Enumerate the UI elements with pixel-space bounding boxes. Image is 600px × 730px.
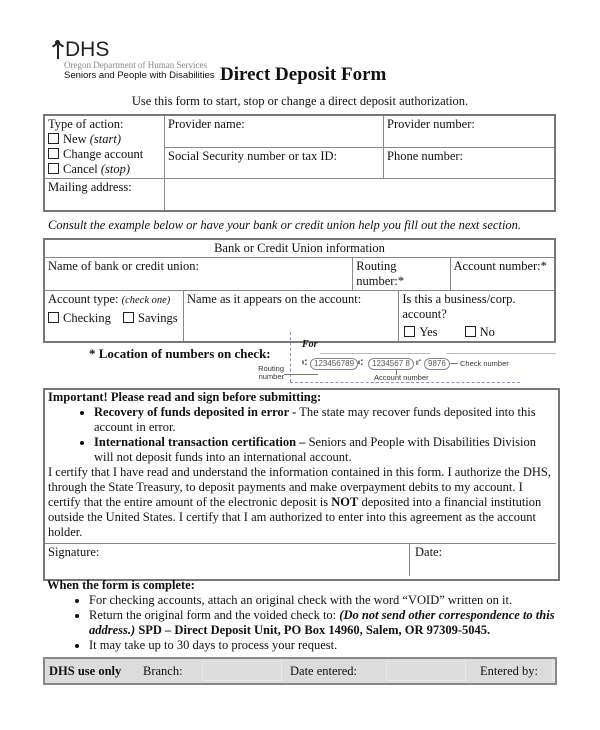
change-label: Change account xyxy=(63,147,144,161)
signature-label: Signature: xyxy=(48,545,100,559)
entered-by-label: Entered by: xyxy=(480,664,538,678)
provider-name-label: Provider name: xyxy=(168,117,245,131)
mailing-address-field[interactable] xyxy=(165,179,556,211)
account-type-note: (check one) xyxy=(121,295,171,306)
no-label: No xyxy=(479,325,495,339)
return-text: Return the original form and the voided check to: xyxy=(89,608,340,622)
date-entered-label: Date entered: xyxy=(290,664,357,678)
cancel-note: (stop) xyxy=(100,162,131,176)
routing-number-sample: 123456789 xyxy=(310,358,358,370)
check-signature-line xyxy=(446,353,556,354)
consult-note: Consult the example below or have your bank or credit union help you fill out the next section. xyxy=(48,218,522,232)
return-address: SPD – Direct Deposit Unit, PO Box 14960, Salem, OR 97309-5045. xyxy=(135,623,491,637)
micr-transit-symbol-2: ⑆ xyxy=(358,358,363,367)
signature-row xyxy=(45,543,556,576)
cancel-checkbox[interactable] xyxy=(48,163,59,174)
new-note: (start) xyxy=(89,132,121,146)
important-list xyxy=(48,405,553,465)
date-label: Date: xyxy=(415,545,443,559)
return-note: (Do not send other correspondence to this address.) xyxy=(89,608,555,637)
name-on-account-label: Name as it appears on the account: xyxy=(187,292,362,306)
completion-bullet-void: • For checking accounts, attach an original check with the word “VOID” written on it. xyxy=(89,593,562,608)
bank-name-field[interactable] xyxy=(44,258,353,291)
provider-name-field[interactable] xyxy=(165,115,384,147)
international-text: Seniors and People with Disabilities Division will not deposit funds into an international account. xyxy=(94,435,536,464)
new-label: New xyxy=(63,132,87,146)
ssn-label: Social Security number or tax ID: xyxy=(168,148,338,163)
micr-on-us-symbol: ⑈ xyxy=(416,358,421,367)
completion-bullet-return xyxy=(89,608,562,638)
type-of-action-label: Type of action: xyxy=(48,117,124,131)
check-number-caption: Check number xyxy=(460,359,509,368)
routing-number-label: Routing number:* xyxy=(356,259,405,288)
entered-by-field[interactable] xyxy=(552,661,555,681)
form-subtitle: Use this form to start, stop or change a direct deposit authorization. xyxy=(131,94,469,108)
important-heading: Important! Please read and sign before submitting: xyxy=(48,390,322,404)
important-bullet-recovery xyxy=(94,405,553,435)
bank-table xyxy=(43,238,556,343)
type-of-action-cell xyxy=(44,115,165,179)
signature-field[interactable] xyxy=(45,544,410,576)
certification-text xyxy=(48,465,553,540)
savings-checkbox[interactable] xyxy=(123,312,134,323)
phone-label: Phone number: xyxy=(387,148,464,163)
completion-heading: When the form is complete: xyxy=(47,578,195,592)
logo-text: DHS xyxy=(65,38,110,61)
form-title: Direct Deposit Form xyxy=(220,64,387,85)
cancel-label: Cancel xyxy=(63,162,98,176)
yes-label: Yes xyxy=(419,325,438,339)
completion-list xyxy=(47,593,562,653)
branch-label: Branch: xyxy=(143,664,183,678)
recovery-title: Recovery of funds deposited in error - xyxy=(94,405,297,419)
routing-number-field[interactable] xyxy=(353,258,450,291)
mailing-address-label: Mailing address: xyxy=(48,180,132,194)
bank-name-label: Name of bank or credit union: xyxy=(48,259,199,273)
provider-number-label: Provider number: xyxy=(387,117,475,131)
completion-section xyxy=(47,578,562,653)
dhs-use-label: DHS use only xyxy=(49,664,122,678)
checking-checkbox[interactable] xyxy=(48,312,59,323)
branch-field[interactable] xyxy=(202,661,282,681)
person-figure-icon xyxy=(52,40,64,60)
dhs-logo xyxy=(52,40,215,82)
micr-transit-symbol: ⑆ xyxy=(302,358,307,367)
date-field[interactable] xyxy=(410,544,556,576)
change-checkbox[interactable] xyxy=(48,148,59,159)
account-number-sample: 1234567 8 xyxy=(368,358,414,370)
important-section xyxy=(48,390,553,540)
ssn-field[interactable] xyxy=(165,147,384,178)
division-name: Seniors and People with Disabilities xyxy=(64,70,215,81)
action-change-option[interactable] xyxy=(48,147,161,162)
savings-label: Savings xyxy=(138,311,178,325)
account-type-cell xyxy=(44,291,184,343)
check-for-label: For xyxy=(302,339,318,350)
provider-number-field[interactable] xyxy=(384,115,556,147)
checking-label: Checking xyxy=(63,311,111,325)
certify-part-1: I certify that I have read and understand the information contained in this form. I authorize the DHS, through the State Treasury, to deposit payments and make overpayment debits to my account. I certify that the entire amount of the electronic deposit is xyxy=(48,465,551,509)
account-number-caption: Account number xyxy=(374,373,429,382)
important-bullet-international xyxy=(94,435,553,465)
check-location-label: * Location of numbers on check: xyxy=(89,346,271,361)
action-cancel-option[interactable] xyxy=(48,162,161,177)
new-checkbox[interactable] xyxy=(48,133,59,144)
action-new-option[interactable] xyxy=(48,132,161,147)
account-number-field[interactable] xyxy=(450,258,555,291)
date-entered-field[interactable] xyxy=(386,661,466,681)
certify-part-2: deposited into a financial institution outside the United States. I certify that I am authorized to enter into this agreement as the account holder. xyxy=(48,495,542,539)
checking-option[interactable] xyxy=(48,311,111,325)
international-title: International transaction certification – xyxy=(94,435,306,449)
mailing-address-label-cell xyxy=(44,179,165,211)
department-name: Oregon Department of Human Services xyxy=(64,60,207,70)
check-number-leader xyxy=(450,363,458,364)
dhs-use-only-bar xyxy=(43,657,557,685)
completion-bullet-processing: • It may take up to 30 days to process your request. xyxy=(89,638,562,653)
recovery-text: The state may recover funds deposited into this account in error. xyxy=(94,405,536,434)
routing-number-caption: Routing number xyxy=(258,364,284,381)
phone-field[interactable] xyxy=(384,147,556,178)
account-type-label: Account type: xyxy=(48,292,119,306)
savings-option[interactable] xyxy=(123,311,178,325)
bank-heading-cell xyxy=(44,239,555,258)
routing-leader xyxy=(284,374,318,375)
check-edge-bottom xyxy=(290,382,520,383)
business-account-label: Is this a business/corp. account? xyxy=(402,292,516,321)
account-number-label: Account number:* xyxy=(453,259,547,273)
check-memo-line xyxy=(320,353,430,354)
bank-heading: Bank or Credit Union information xyxy=(214,241,385,255)
check-number-sample: 9876 xyxy=(424,358,450,370)
check-example-diagram xyxy=(258,332,558,384)
provider-table xyxy=(43,114,556,212)
certify-not: NOT xyxy=(331,495,359,509)
